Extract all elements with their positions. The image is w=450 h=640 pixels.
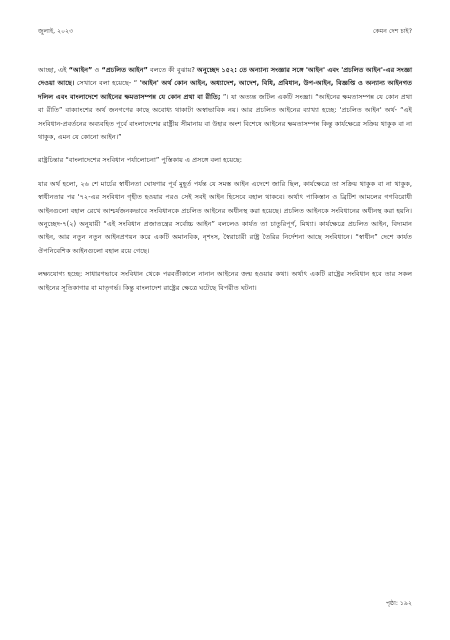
p1-text-1: আচ্ছা, এই [38,66,69,74]
header-title: কেমন দেশ চাই? [373,28,412,35]
paragraph-meaning: যার অর্থ হলো, ২৬ শে মার্চের স্বাধীনতা ঘোষণার পূর্ব মুহূর্ত পর্যন্ত যে সমস্ত আইন এদেশে জারি ছিল, কার্যক্ষেত্রে তা সক্রিয় থাকুক বা না থাকুক, স্বাধীনতার পর '৭২-এর সংবিধান গৃহীত হওয়ার পরও সেই সবই আইন হিসেবে বহাল থাকবে। অর্থাৎ পাকিস্তান ও ব্রিটিশ আমলের গণবিরোধী আইনগুলো বহাল রেখে আশ্চর্যজনকভাবে সংবিধানকে প্রচলিত আইনের অধীনস্থ করা হয়েছে। প্রচলিত আইনকে সংবিধানের অধীনস্থ করা হয়নি। অনুচ্ছেদ-৭(২) অনুযায়ী “এই সংবিধান প্রজাতন্ত্রের সর্বোচ্চ আইন” বললেও কার্যত তা চাতুরিপূর্ণ, মিথ্যা। কার্যক্ষেত্রে প্রচলিত আইন, বিদ্যমান আইন, আর নতুন নতুন আইনপ্রণয়ন করে একটি অমানবিক, নৃশংস, স্বৈরাচারী রাষ্ট্র তৈরির নির্দেশনা আছে সংবিধানে। “স্বাধীন” দেশে কার্যত ঔপনিবেশিক আইনগুলো বহাল রয়ে গেছে। [38,179,412,255]
p1-text-4: সেখানে বলা হয়েছে- “ [74,79,140,88]
paragraph-notable: লক্ষ্যযোগ্য হচ্ছে: সাধারণভাবে সংবিধান থেকে পরবর্তীকালে নানান আইনের জন্ম হওয়ার কথা। অর্থাৎ একটি রাষ্ট্রের সংবিধান হবে তার সকল আইনের সূতিকাগার বা মাতৃগর্ভ। কিন্তু বাংলাদেশ রাষ্ট্রের ক্ষেত্রে ঘটেছে বিপরীত ঘটনা। [38,270,412,292]
p1-text-3: বলতে কী বুঝায়? [147,66,198,74]
paragraph-definitions [38,64,412,144]
p1-bold-3: অনুচ্ছেদ ১৫২: তে অন্যান্য সংজ্ঞার সঙ্গে 'আইন' এবং 'প্রচলিত আইন'-এর সংজ্ঞা দেওয়া আছে। [38,66,412,88]
page-number: পৃষ্ঠা: ১৯২ [385,600,412,607]
p1-text-5: ”। যা অত্যন্ত জটিল একটি সংজ্ঞা। “আইনের ক্ষমতাসম্পন্ন যে কোন প্রথা বা রীতি” বাক্যাংশের অর্থ জনগণের কাছে অবোধ্য থাকাটা অস্বাভাবিক নয়। আর প্রচলিত আইনের ব্যাখ্যা হচ্ছে: 'প্রচলিত আইন' অর্থ- “এই সংবিধান-প্রবর্তনের অব্যবহিত পূর্বে বাংলাদেশের রাষ্ট্রীয় সীমানায় বা উহার অংশ বিশেষে আইনের ক্ষমতাসম্পন্ন কিন্তু কার্যক্ষেত্রে সক্রিয় থাকুক বা না থাকুক, এমন যে কোনো আইন।” [38,92,412,142]
p1-bold-1: “আইন” [68,66,93,74]
p1-text-2: ও [92,66,102,74]
header-date: জুলাই, ২০২৩ [38,28,74,35]
paragraph-intro: রাষ্ট্রচিন্তার “বাংলাদেশের সংবিধান পর্যালোচনা” পুস্তিকায় এ প্রসঙ্গে বলা হয়েছে: [38,156,242,165]
page-content [38,64,412,305]
p1-bold-2: “প্রচলিত আইন” [101,66,148,74]
p1-bold-4: 'আইন' অর্থ কোন আইন, অধ্যাদেশ, আদেশ, বিধি, প্রবিধান, উপ-আইন, বিজ্ঞপ্তি ও অন্যান্য আইনগত দলিল এবং বাংলাদেশে আইনের ক্ষমতাসম্পন্ন যে কোন প্রথা বা রীতি; [38,79,412,101]
